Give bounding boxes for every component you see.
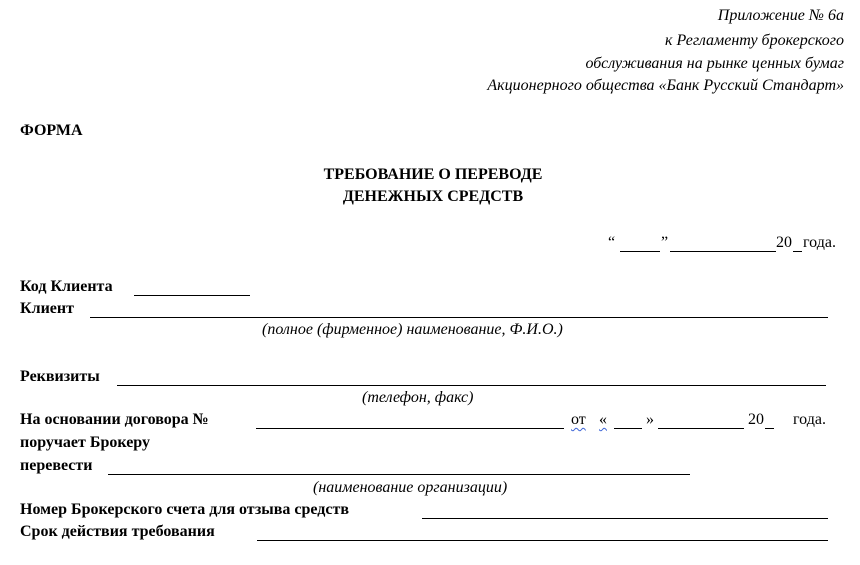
contract-day-field[interactable] bbox=[614, 428, 642, 429]
client-field[interactable] bbox=[90, 317, 828, 318]
date-year-prefix: 20 bbox=[776, 234, 792, 251]
instructs-label: поручает Брокеру bbox=[20, 434, 150, 451]
appendix-line-2: к Регламенту брокерского bbox=[665, 32, 844, 49]
title-line-1: ТРЕБОВАНИЕ О ПЕРЕВОДЕ bbox=[323, 166, 543, 183]
contract-label: На основании договора № bbox=[20, 411, 209, 428]
date-month-blank[interactable] bbox=[670, 251, 776, 252]
contract-from-label: от bbox=[571, 411, 586, 428]
contract-year-prefix: 20 bbox=[748, 411, 764, 428]
transfer-label: перевести bbox=[20, 457, 93, 474]
requisites-label: Реквизиты bbox=[20, 368, 100, 385]
validity-field[interactable] bbox=[257, 540, 828, 541]
appendix-line-1: Приложение № 6а bbox=[717, 7, 844, 24]
transfer-field[interactable] bbox=[108, 474, 690, 475]
date-day-blank[interactable] bbox=[620, 251, 660, 252]
requisites-field[interactable] bbox=[117, 385, 826, 386]
appendix-line-4: Акционерного общества «Банк Русский Стандарт» bbox=[487, 77, 844, 94]
form-label: ФОРМА bbox=[20, 122, 83, 139]
date-open-quote: “ bbox=[608, 234, 616, 251]
account-field[interactable] bbox=[422, 518, 828, 519]
appendix-line-3: обслуживания на рынке ценных бумаг bbox=[585, 55, 844, 72]
client-label: Клиент bbox=[20, 300, 74, 317]
date-close-quote: ” bbox=[661, 234, 669, 251]
validity-label: Срок действия требования bbox=[20, 523, 215, 540]
date-year-suffix: года. bbox=[803, 234, 836, 251]
transfer-hint: (наименование организации) bbox=[313, 479, 508, 496]
contract-quote-open: « bbox=[599, 411, 607, 428]
client-code-field[interactable] bbox=[134, 295, 250, 296]
contract-year-field[interactable] bbox=[765, 428, 774, 429]
contract-quote-close: » bbox=[646, 411, 654, 428]
client-code-label: Код Клиента bbox=[20, 278, 113, 295]
account-label: Номер Брокерского счета для отзыва средств bbox=[20, 501, 349, 518]
requisites-hint: (телефон, факс) bbox=[362, 389, 474, 406]
client-hint: (полное (фирменное) наименование, Ф.И.О.) bbox=[262, 321, 563, 338]
contract-number-field[interactable] bbox=[256, 428, 564, 429]
contract-year-suffix: года. bbox=[793, 411, 826, 428]
contract-month-field[interactable] bbox=[658, 428, 744, 429]
title-line-2: ДЕНЕЖНЫХ СРЕДСТВ bbox=[342, 188, 524, 205]
date-year-blank[interactable] bbox=[793, 251, 802, 252]
